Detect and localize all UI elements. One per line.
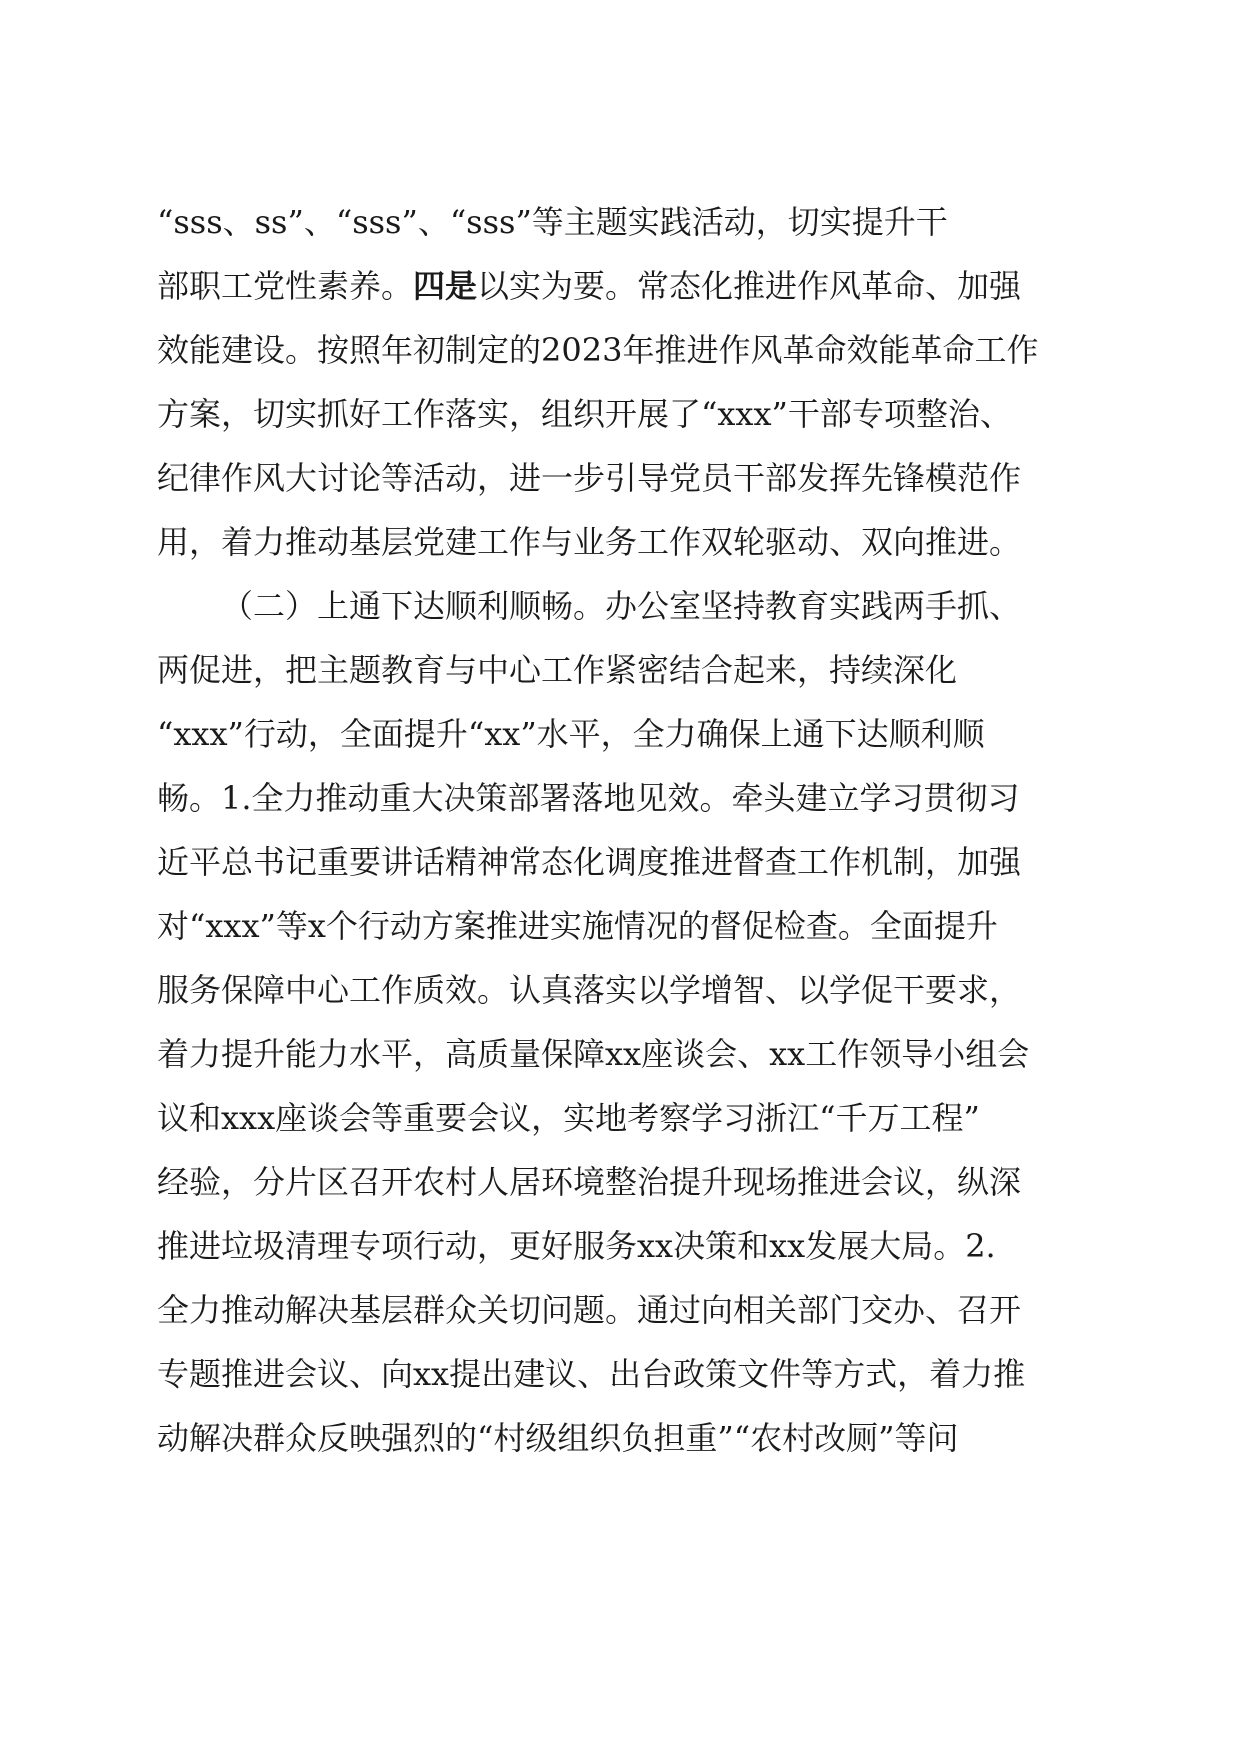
text-segment: 以实为要。常态化推进作风革命、加强 <box>477 267 1022 305</box>
text-line: 近平总书记重要讲话精神常态化调度推进督查工作机制，加强 <box>157 843 1022 881</box>
emphasis-text: 四是 <box>413 267 478 305</box>
text-line: 效能建设。按照年初制定的2023年推进作风革命效能革命工作 <box>157 331 1039 369</box>
document-body <box>157 190 1087 1470</box>
text-line: 着力提升能力水平，高质量保障xx座谈会、xx工作领导小组会 <box>157 1035 1030 1073</box>
text-line: 方案，切实抓好工作落实，组织开展了“xxx”干部专项整治、 <box>157 395 1012 433</box>
text-line <box>157 254 1087 318</box>
text-line: 全力推动解决基层群众关切问题。通过向相关部门交办、召开 <box>157 1291 1022 1329</box>
text-line: 经验，分片区召开农村人居环境整治提升现场推进会议，纵深 <box>157 1163 1022 1201</box>
text-line: “xxx”行动，全面提升“xx”水平，全力确保上通下达顺利顺 <box>157 715 985 753</box>
text-line: 服务保障中心工作质效。认真落实以学增智、以学促干要求， <box>157 971 1022 1009</box>
text-line: 纪律作风大讨论等活动，进一步引导党员干部发挥先锋模范作 <box>157 459 1022 497</box>
text-line: 畅。1.全力推动重大决策部署落地见效。牵头建立学习贯彻习 <box>157 779 1020 817</box>
text-segment: 部职工党性素养。 <box>157 267 414 305</box>
text-line: 推进垃圾清理专项行动，更好服务xx决策和xx发展大局。2. <box>157 1227 996 1265</box>
text-line: “sss、ss”、“sss”、“sss”等主题实践活动，切实提升干 <box>157 203 948 241</box>
text-line: 用，着力推动基层党建工作与业务工作双轮驱动、双向推进。 <box>157 523 1022 561</box>
text-line: 对“xxx”等x个行动方案推进实施情况的督促检查。全面提升 <box>157 907 998 945</box>
text-line: 议和xxx座谈会等重要会议，实地考察学习浙江“千万工程” <box>157 1099 980 1137</box>
text-line: 动解决群众反映强烈的“村级组织负担重”“农村改厕”等问 <box>157 1419 959 1457</box>
section-heading-line: （二）上通下达顺利顺畅。办公室坚持教育实践两手抓、 <box>221 587 1022 625</box>
text-line: 两促进，把主题教育与中心工作紧密结合起来，持续深化 <box>157 651 958 689</box>
text-line: 专题推进会议、向xx提出建议、出台政策文件等方式，着力推 <box>157 1355 1026 1393</box>
